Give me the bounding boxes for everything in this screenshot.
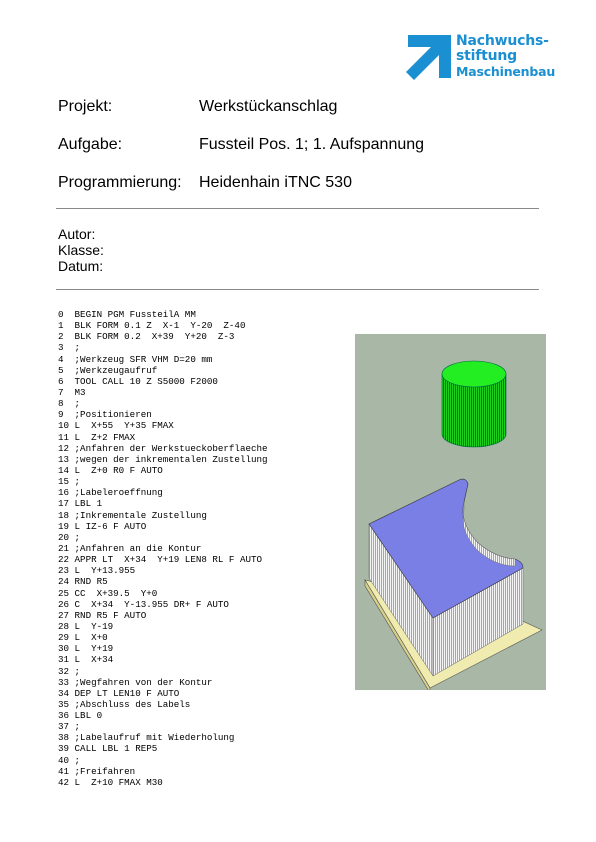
code-line: 31 L X+34: [58, 654, 114, 666]
code-line: 29 L X+0: [58, 632, 108, 644]
code-line: 41 ;Freifahren: [58, 765, 136, 777]
code-line: 19 L IZ-6 F AUTO: [58, 520, 147, 532]
aufgabe-label: Aufgabe:: [58, 136, 123, 153]
tool-cylinder: [442, 361, 506, 447]
nc-program-listing: [58, 309, 268, 788]
logo-line-2: stiftung: [456, 48, 517, 64]
code-line: 25 CC X+39.5 Y+0: [58, 587, 158, 599]
code-line: 21 ;Anfahren an die Kontur: [58, 542, 202, 554]
aufgabe-row: [58, 136, 425, 154]
arrow-up-right-icon: [406, 35, 451, 80]
code-line: 2 BLK FORM 0.2 X+39 Y+20 Z-3: [58, 331, 235, 343]
meta-block: [58, 226, 104, 274]
code-line: 26 C X+34 Y-13.955 DR+ F AUTO: [58, 598, 229, 610]
code-line: 1 BLK FORM 0.1 Z X-1 Y-20 Z-40: [58, 320, 246, 332]
simulation-3d-view: [355, 334, 546, 690]
code-line: 3 ;: [58, 342, 81, 354]
code-line: 24 RND R5: [58, 576, 108, 588]
projekt-row: [58, 98, 338, 116]
code-line: 34 DEP LT LEN10 F AUTO: [58, 687, 180, 699]
code-line: 28 L Y-19: [58, 620, 114, 632]
code-line: 12 ;Anfahren der Werkstueckoberflaeche: [58, 442, 268, 454]
code-line: 23 L Y+13.955: [58, 565, 136, 577]
autor-label: Autor:: [58, 226, 96, 242]
code-line: 11 L Z+2 FMAX: [58, 431, 136, 443]
projekt-value: Werkstückanschlag: [199, 98, 338, 115]
code-line: 42 L Z+10 FMAX M30: [58, 776, 163, 788]
programmierung-row: [58, 174, 352, 192]
projekt-label: Projekt:: [58, 98, 113, 115]
datum-label: Datum:: [58, 258, 104, 274]
divider-bottom: [56, 289, 539, 290]
code-line: 36 LBL 0: [58, 710, 103, 722]
code-line: 0 BEGIN PGM FussteilA MM: [58, 309, 196, 320]
code-line: 33 ;Wegfahren von der Kontur: [58, 676, 213, 688]
code-line: 13 ;wegen der inkrementalen Zustellung: [58, 453, 268, 465]
code-line: 18 ;Inkrementale Zustellung: [58, 509, 207, 521]
code-line: 15 ;: [58, 476, 81, 488]
code-line: 9 ;Positionieren: [58, 409, 152, 421]
klasse-label: Klasse:: [58, 242, 104, 258]
code-line: 7 M3: [58, 386, 86, 398]
code-line: 35 ;Abschluss des Labels: [58, 698, 191, 710]
programmierung-value: Heidenhain iTNC 530: [199, 174, 352, 191]
code-line: 4 ;Werkzeug SFR VHM D=20 mm: [58, 353, 213, 365]
divider-top: [56, 208, 539, 209]
code-line: 8 ;: [58, 398, 81, 410]
logo-line-3: Maschinenbau: [456, 64, 556, 79]
code-line: 40 ;: [58, 754, 81, 766]
logo-line-1: Nachwuchs-: [456, 33, 549, 49]
code-line: 20 ;: [58, 531, 81, 543]
code-line: 30 L Y+19: [58, 643, 114, 655]
logo-text: [456, 34, 555, 79]
code-line: 37 ;: [58, 721, 81, 733]
code-line: 6 TOOL CALL 10 Z S5000 F2000: [58, 375, 218, 387]
code-line: 22 APPR LT X+34 Y+19 LEN8 RL F AUTO: [58, 554, 262, 566]
code-line: 32 ;: [58, 665, 81, 677]
code-line: 5 ;Werkzeugaufruf: [58, 364, 158, 376]
programmierung-label: Programmierung:: [58, 174, 182, 191]
code-line: 16 ;Labeleroeffnung: [58, 487, 163, 499]
code-line: 39 CALL LBL 1 REP5: [58, 743, 158, 755]
code-line: 10 L X+55 Y+35 FMAX: [58, 420, 174, 432]
code-line: 14 L Z+0 R0 F AUTO: [58, 464, 163, 476]
aufgabe-value: Fussteil Pos. 1; 1. Aufspannung: [199, 136, 425, 153]
code-line: 17 LBL 1: [58, 498, 103, 510]
code-line: 27 RND R5 F AUTO: [58, 609, 147, 621]
code-line: 38 ;Labelaufruf mit Wiederholung: [58, 732, 235, 744]
